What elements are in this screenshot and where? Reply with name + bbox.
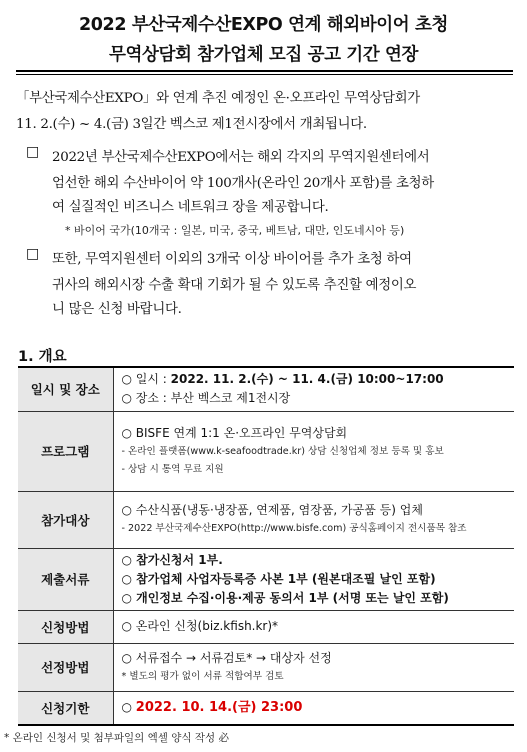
program-main: ○ BISFE 연계 1:1 온·오프라인 무역상담회 [121, 425, 348, 440]
label-date-place: 일시 및 장소 [18, 367, 113, 411]
intro-paragraph [16, 86, 420, 138]
overview-table [18, 366, 514, 726]
intro-line-1: 「부산국제수산EXPO」와 연계 추진 예정인 온·오프라인 무역상담회가 [16, 91, 420, 106]
label-documents: 제출서류 [18, 548, 113, 610]
bullet2-line-3: 니 많은 신청 바랍니다. [52, 302, 182, 317]
document-item-2: ○ 참가업체 사업자등록증 사본 1부 (원본대조필 날인 포함) [121, 571, 436, 586]
deadline-prefix: ○ [121, 700, 136, 715]
document-item-1: ○ 참가신청서 1부. [121, 552, 223, 567]
program-sub-2: - 상담 시 통역 무료 지원 [121, 463, 224, 475]
value-program [113, 411, 514, 491]
bullet2-line-1: 또한, 무역지원센터 이외의 3개국 이상 바이어를 추가 초청 하여 [52, 252, 412, 267]
section-heading-overview: 1. 개요 [18, 349, 67, 365]
title-line-2: 무역상담회 참가업체 모집 공고 기간 연장 [108, 45, 419, 65]
table-row [18, 548, 514, 610]
value-apply-method: ○ 온라인 신청(biz.kfish.kr)* [113, 610, 514, 643]
table-row [18, 691, 514, 725]
bullet2-line-2: 귀사의 해외시장 수출 확대 기회가 될 수 있도록 추진할 예정이오 [52, 278, 417, 293]
footnote: * 온라인 신청서 및 첨부파일의 엑셀 양식 작성 必 [4, 732, 230, 744]
date-prefix: ○ 일시 : [121, 372, 171, 387]
target-main: ○ 수산식품(냉동·냉장품, 연제품, 염장품, 가공품 등) 업체 [121, 503, 423, 517]
table-row [18, 491, 514, 548]
place-line: ○ 장소 : 부산 벡스코 제1전시장 [121, 391, 291, 406]
deadline-value: 2022. 10. 14.(금) 23:00 [135, 700, 303, 716]
value-target [113, 491, 514, 548]
table-row [18, 610, 514, 643]
label-apply-method: 신청방법 [18, 610, 113, 643]
title-divider-thin [16, 74, 513, 75]
select-method-main: ○ 서류접수 → 서류검토* → 대상자 선정 [121, 650, 332, 665]
select-method-sub: * 별도의 평가 없이 서류 적합여부 검토 [121, 670, 284, 682]
title-divider-thick [16, 70, 513, 72]
label-select-method: 선정방법 [18, 643, 113, 691]
intro-line-2: 11. 2.(수) ~ 4.(금) 3일간 벡스코 제1전시장에서 개최됩니다. [16, 117, 367, 132]
bullet-checkbox-icon: □ [26, 144, 40, 160]
bullet-checkbox-icon: □ [26, 246, 40, 262]
value-date-place [113, 367, 514, 411]
program-sub-1: - 온라인 플랫폼(www.k-seafoodtrade.kr) 상담 신청업체 정보 등록 및 홍보 [121, 445, 444, 457]
bullet1-line-3: 여 실질적인 비즈니스 네트워크 장을 제공합니다. [52, 200, 329, 215]
table-row [18, 367, 514, 411]
table-row [18, 411, 514, 491]
bullet1-line-1: 2022년 부산국제수산EXPO에서는 해외 각지의 무역지원센터에서 [52, 150, 430, 165]
document-item-3: ○ 개인정보 수집·이용·제공 동의서 1부 (서명 또는 날인 포함) [121, 590, 449, 605]
label-program: 프로그램 [18, 411, 113, 491]
value-documents [113, 548, 514, 610]
buyer-country-note: * 바이어 국가(10개국 : 일본, 미국, 중국, 베트남, 대만, 인도네시아 등) [65, 224, 405, 237]
label-target: 참가대상 [18, 491, 113, 548]
table-row [18, 643, 514, 691]
value-deadline [113, 691, 514, 725]
value-select-method [113, 643, 514, 691]
bullet1-line-2: 엄선한 해외 수산바이어 약 100개사(온라인 20개사 포함)를 초청하 [52, 176, 434, 191]
title-line-1: 2022 부산국제수산EXPO 연계 해외바이어 초청 [79, 15, 448, 35]
target-sub: - 2022 부산국제수산EXPO(http://www.bisfe.com) 공식홈페이지 전시품목 참조 [121, 523, 467, 534]
label-deadline: 신청기한 [18, 691, 113, 725]
date-value: 2022. 11. 2.(수) ~ 11. 4.(금) 10:00~17:00 [170, 372, 444, 387]
date-line [122, 370, 515, 389]
